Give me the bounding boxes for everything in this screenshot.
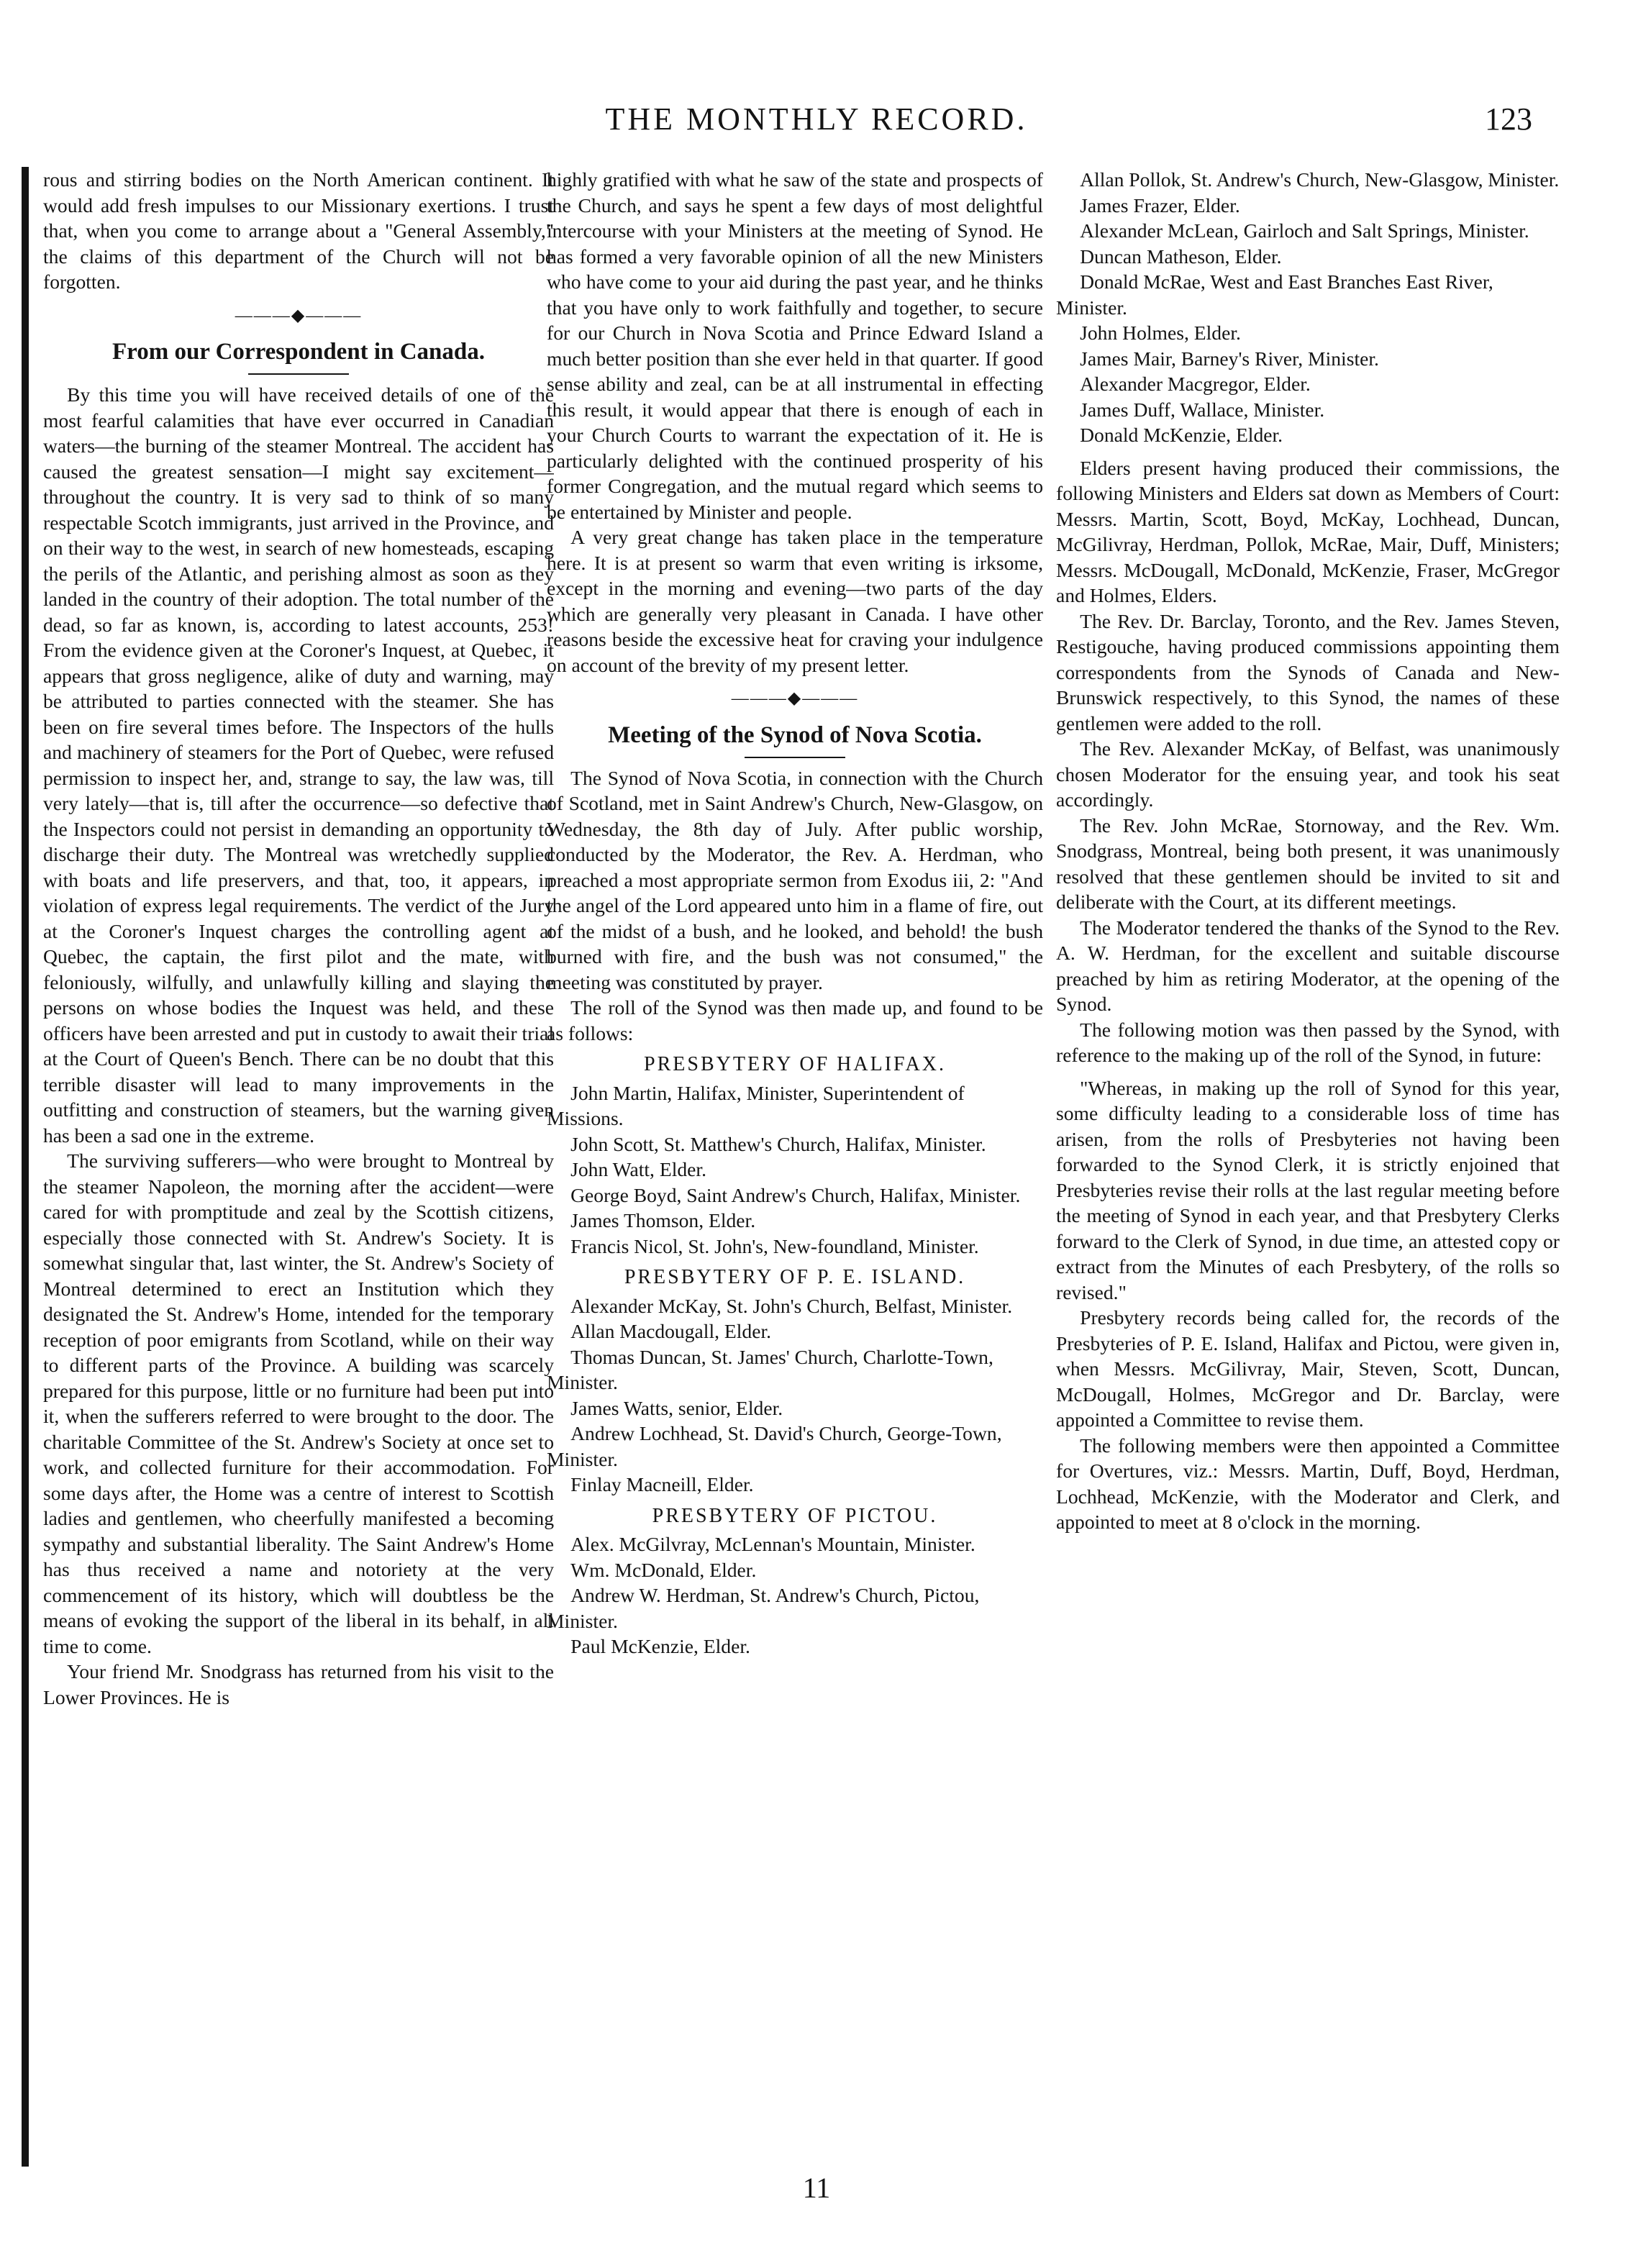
roll-entry: Alexander McLean, Gairloch and Salt Springs, Minister.: [1080, 219, 1529, 242]
paragraph: By this time you will have received details of one of the most fearful calamities that have ever occurred in Canadian waters—the burning of the steamer Montreal. The accident has caused the greatest sensation—I might say excitement—throughout the country. It is very sad to think of so many respectable Scotch immigrants, just arrived in the Province, and on their way to the west, in search of new homesteads, escaping the perils of the Atlantic, and perishing almost as soon as they landed in the country of their adoption. The total number of the dead, so far as known, is, according to latest accounts, 253! From the evidence given at the Coroner's Inquest, at Quebec, it appears that gross negligence, alike of duty and warning, may be attributed to parties connected with the steamer. She has been on fire several times before. The Inspectors of the hulls and machinery of steamers for the Port of Quebec, were refused permission to inspect her, and, strange to say, the law was, till very lately—that is, till after the occurrence—so defective that the Inspectors could not persist in demanding an opportunity to discharge their duty. The Montreal was wretchedly supplied with boats and life preservers, and that, too, it appears, in violation of express legal requirements. The verdict of the Jury at the Coroner's Inquest charges the controlling agent at Quebec, the captain, the first pilot and the mate, with feloniously, wilfully, and unlawfully killing and slaying the persons on whose bodies the Inquest was held, and these officers have been arrested and put in custody to await their trial at the Court of Queen's Bench. There can be no doubt that this terrible disaster will lead to many improvements in the outfitting and construction of steamers, but the warning given has been a sad one in the extreme.: [43, 383, 554, 1147]
paragraph: The Rev. Dr. Barclay, Toronto, and the Rev. James Steven, Restigouche, having produced commissions appointing them correspondents from the Synods of Canada and New-Brunswick respectively, to this Synod, the names of these gentlemen were added to the roll.: [1056, 609, 1560, 734]
roll-entry: Finlay Macneill, Elder.: [570, 1473, 754, 1495]
presbytery-heading: PRESBYTERY OF HALIFAX.: [644, 1053, 946, 1075]
roll-entry: Allan Macdougall, Elder.: [570, 1320, 772, 1342]
page-number: 123: [1485, 101, 1532, 137]
paragraph: The Rev. Alexander McKay, of Belfast, was unanimously chosen Moderator for the ensuing year, and took his seat accordingly.: [1056, 737, 1560, 811]
paragraph: The following motion was then passed by the Synod, with reference to the making up of the roll of the Synod, in future:: [1056, 1018, 1560, 1066]
roll-entry: George Boyd, Saint Andrew's Church, Halifax, Minister.: [570, 1183, 1021, 1206]
section-heading: Meeting of the Synod of Nova Scotia.: [608, 721, 982, 748]
section-divider: ———◆———: [235, 306, 363, 325]
paragraph: Elders present having produced their commissions, the following Ministers and Elders sat down as Members of Court: Messrs. Martin, Scott, Boyd, McKay, Lochhead, Duncan, McGilivray, Herdman, Pollok, McRae, Mair, Duff, Ministers; Messrs. McDougall, McDonald, McKenzie, Fraser, McGregor and Holmes, Elders.: [1056, 456, 1560, 606]
roll-entry: John Holmes, Elder.: [1080, 322, 1241, 344]
roll-entry: Donald McKenzie, Elder.: [1080, 424, 1283, 446]
paragraph: The Moderator tendered the thanks of the Synod to the Rev. A. W. Herdman, for the excellent and suitable discourse preached by him as retiring Moderator, at the opening of the Synod.: [1056, 916, 1560, 1015]
roll-entry: Duncan Matheson, Elder.: [1080, 245, 1282, 268]
quoted-motion: "Whereas, in making up the roll of Synod for this year, some difficulty leading to a considerable loss of time has arisen, from the rolls of Presbyteries not having been forwarded to the Synod Clerk, it is strictly enjoined that Presbyteries revise their rolls at the last regular meeting before the meeting of Synod in each year, and that Presbytery Clerks forward to the Clerk of Synod, in due time, an attested copy or extract from the Minutes of each Presbytery, of the rolls so revised.": [1056, 1076, 1560, 1303]
roll-entry: John Watt, Elder.: [570, 1158, 706, 1180]
roll-entry: James Watts, senior, Elder.: [570, 1396, 783, 1419]
spacer: [1056, 1068, 1560, 1075]
roll-entry: Thomas Duncan, St. James' Church, Charlotte-Town, Minister.: [547, 1345, 993, 1393]
roll-entry: Andrew Lochhead, St. David's Church, George-Town, Minister.: [547, 1422, 1002, 1470]
paragraph: The roll of the Synod was then made up, and found to be as follows:: [547, 996, 1043, 1044]
running-title: THE MONTHLY RECORD.: [605, 101, 1028, 137]
presbytery-heading: PRESBYTERY OF P. E. ISLAND.: [624, 1266, 966, 1288]
heading-rule: [745, 757, 845, 758]
page-header: [0, 101, 1633, 158]
column-left: [22, 167, 554, 2167]
section-heading: From our Correspondent in Canada.: [112, 339, 485, 365]
paragraph: The Rev. John McRae, Stornoway, and the Rev. Wm. Snodgrass, Montreal, being both present, it was unanimously resolved that these gentlemen should be invited to sit and deliberate with the Court, at its different meetings.: [1056, 814, 1560, 913]
paragraph: highly gratified with what he saw of the state and prospects of the Church, and says he spent a few days of most delightful intercourse with your Ministers at the meeting of Synod. He has formed a very favorable opinion of all the new Ministers who have come to your aid during the past year, and he thinks that you have only to work faithfully and together, to secure for our Church in Nova Scotia and Prince Edward Island a much better position than she ever held in that quarter. If good sense ability and zeal, can be at all instrumental in effecting this result, it would appear that there is enough of each in your Church Courts to warrant the expectation of it. He is particularly delighted with the continued prosperity of his former Congregation, and the mutual regard which seems to be entertained by Minister and people.: [547, 168, 1043, 523]
paragraph: A very great change has taken place in the temperature here. It is at present so warm that even writing is irksome, except in the morning and evening—two parts of the day which are generally very pleasant in Canada. I have other reasons beside the excessive heat for craving your indulgence on account of the brevity of my present letter.: [547, 526, 1043, 676]
roll-entry: James Frazer, Elder.: [1080, 193, 1240, 217]
roll-entry: Allan Pollok, St. Andrew's Church, New-Glasgow, Minister.: [1080, 168, 1560, 191]
spacer: [1056, 448, 1560, 455]
roll-entry: John Martin, Halifax, Minister, Superintendent of Missions.: [547, 1081, 965, 1129]
paragraph: The surviving sufferers—who were brought to Montreal by the steamer Napoleon, the morning after the accident—were cared for with promptitude and zeal by the Scottish citizens, especially those connected with St. Andrew's Society. It is somewhat singular that, last winter, the St. Andrew's Society of Montreal determined to erect an Institution which they designated the St. Andrew's Home, intended for the temporary reception of poor emigrants from Scotland, while on their way to different parts of the Province. A building was scarcely prepared for this purpose, little or no furniture had been put into it, when the sufferers referred to were brought to the door. The charitable Committee of the St. Andrew's Society at once set to work, and collected furniture for their accommodation. For some days after, the Home was a centre of interest to Scottish ladies and gentlemen, who cheerfully manifested a becoming sympathy and substantial liberality. The Saint Andrew's Home has thus received a name and notoriety at the very commencement of its history, which will doubtless be the means of evoking the support of the liberal in its behalf, in all time to come.: [43, 1149, 554, 1657]
roll-entry: James Mair, Barney's River, Minister.: [1080, 347, 1379, 370]
column-right: [1056, 167, 1560, 2167]
roll-entry: James Thomson, Elder.: [570, 1209, 756, 1231]
roll-entry: Donald McRae, West and East Branches East River, Minister.: [1056, 270, 1493, 319]
roll-entry: Wm. McDonald, Elder.: [570, 1558, 757, 1581]
paragraph: Your friend Mr. Snodgrass has returned from his visit to the Lower Provinces. He is: [43, 1660, 554, 1708]
roll-entry: Andrew W. Herdman, St. Andrew's Church, Pictou, Minister.: [547, 1584, 980, 1632]
roll-entry: Alex. McGilvray, McLennan's Mountain, Minister.: [570, 1533, 975, 1555]
roll-entry: Francis Nicol, St. John's, New-foundland, Minister.: [570, 1234, 979, 1257]
paragraph: rous and stirring bodies on the North American continent. It would add fresh impulses to our Missionary exertions. I trust that, when you come to arrange about a "General Assembly," the claims of this department of the Church will not be forgotten.: [43, 168, 554, 293]
signature-mark: 11: [802, 2172, 831, 2204]
paragraph: The Synod of Nova Scotia, in connection with the Church of Scotland, met in Saint Andrew's Church, New-Glasgow, on Wednesday, the 8th day of July. After public worship, conducted by the Moderator, the Rev. A. Herdman, who preached a most appropriate sermon from Exodus iii, 2: "And the angel of the Lord appeared unto him in a flame of fire, out of the midst of a bush, and he looked, and behold! the bush burned with fire, and the bush was not consumed," the meeting was constituted by prayer.: [547, 766, 1043, 993]
roll-entry: Alexander Macgregor, Elder.: [1080, 373, 1311, 395]
roll-entry: Alexander McKay, St. John's Church, Belfast, Minister.: [570, 1294, 1013, 1317]
column-middle: [547, 167, 1043, 2167]
roll-entry: John Scott, St. Matthew's Church, Halifax, Minister.: [570, 1132, 986, 1155]
paragraph: Presbytery records being called for, the records of the Presbyteries of P. E. Island, Halifax and Pictou, were given in, when Messrs. McGilivray, Mair, Steven, Scott, Duncan, McDougall, Holmes, McGregor and Dr. Barclay, were appointed a Committee to revise them.: [1056, 1306, 1560, 1431]
paragraph: The following members were then appointed a Committee for Overtures, viz.: Messrs. Martin, Duff, Boyd, Herdman, Lochhead, McKenzie, with the Moderator and Clerk, and appointed to meet at 8 o'clock in the morning.: [1056, 1434, 1560, 1533]
roll-entry: James Duff, Wallace, Minister.: [1080, 398, 1325, 421]
heading-rule: [248, 373, 349, 375]
roll-entry: Paul McKenzie, Elder.: [570, 1635, 750, 1657]
section-divider: ———◆———: [731, 689, 859, 708]
presbytery-heading: PRESBYTERY OF PICTOU.: [652, 1504, 938, 1527]
